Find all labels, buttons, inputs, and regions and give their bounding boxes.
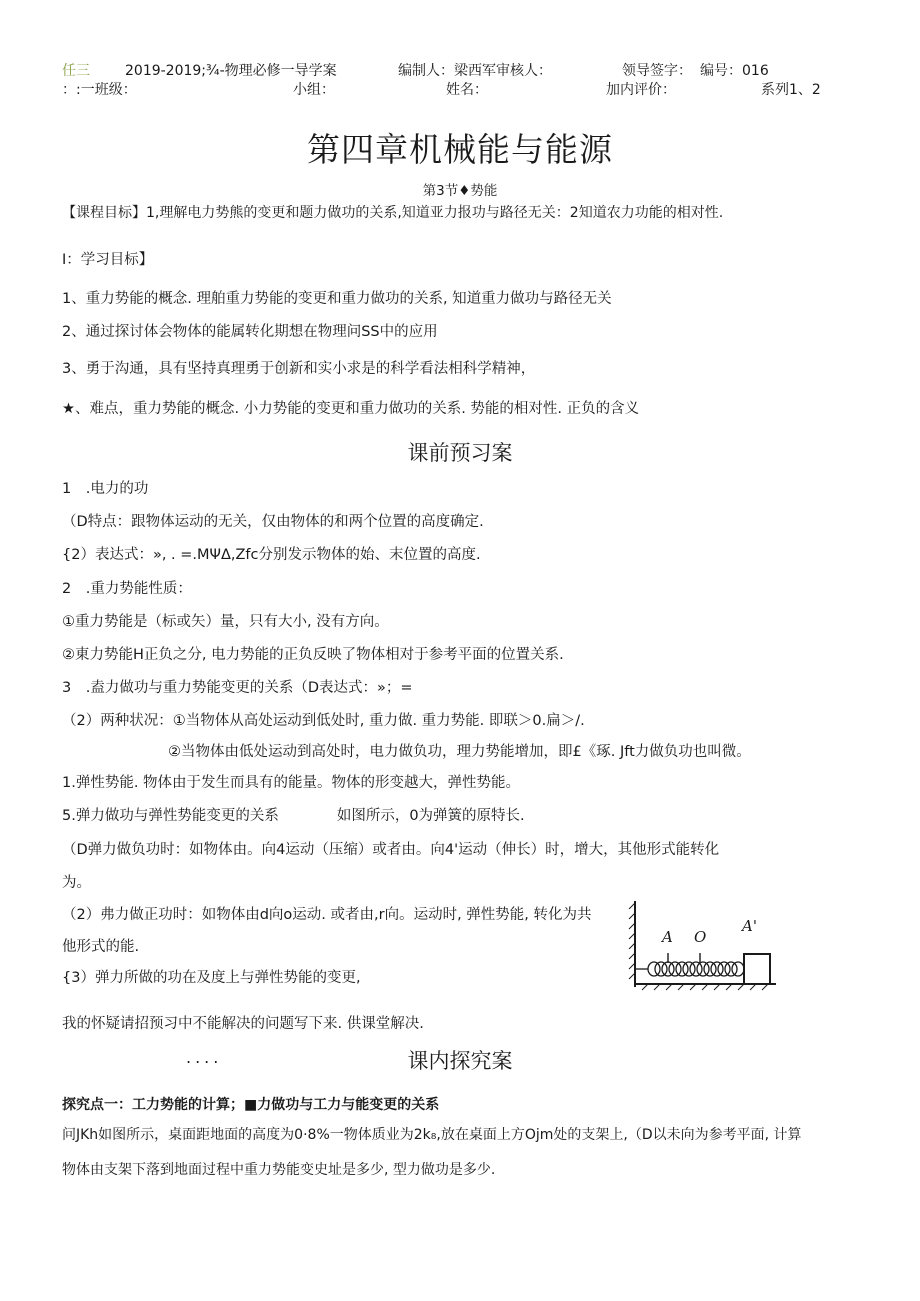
header-sign: 领导签字： [622, 63, 692, 79]
section-subtitle: 第3节♦势能 [422, 183, 498, 199]
header-class: ：:一班级： [62, 82, 137, 98]
preview-line: 5.弹力做功与弹性势能变更的关系 如图所示，0为弹簧的原特长. [62, 808, 525, 824]
spring-coil [648, 962, 744, 976]
study-goal-heading: I：学习目标】 [62, 252, 154, 268]
header-eval: 加内评价： [606, 82, 676, 98]
goal-item: 2、通过探讨体会物体的能属转化期想在物理问SS中的应用 [62, 324, 438, 340]
label-o: O [694, 928, 707, 946]
header-editor: 编制人：梁西军审核人： [398, 63, 552, 79]
preview-line: （2）两种状况：①当物体从高处运动到低处时, 重力做. 重力势能. 即联＞0.扁＞/. [62, 713, 585, 729]
preview-line: 为。 [62, 875, 91, 891]
explore-line: 问JKh如图所示，桌面距地面的高度为0·8%一物体质业为2k₈,放在桌面上方Ojm处的支架上,（D以未向为参考平面, 计算 [62, 1127, 802, 1143]
header-number: 编号：016 [700, 63, 769, 79]
dots: .... [186, 1048, 223, 1067]
doubt-line: 我的怀疑请招预习中不能解决的问题写下来. 供课堂解决. [62, 1016, 424, 1032]
goal-item: 3、勇于沟通，具有坚持真理勇于创新和实小求是的科学看法相科学精神， [62, 361, 536, 377]
preview-line: （2）弗力做正功时：如物体由d向o运动. 或者由,r向。运动时, 弹性势能, 转化为共 [62, 907, 592, 923]
inclass-heading: 课内探究案 [407, 1049, 513, 1073]
preview-heading: 课前预习案 [407, 441, 513, 465]
preview-line: 1.弹性势能. 物体由于发生而具有的能量。物体的形变越大，弹性势能。 [62, 775, 521, 791]
header-tag: 任三 [62, 63, 90, 79]
label-a-prime: A' [742, 917, 757, 935]
header-course: 2019-2019;¾-物理必修一导学案 [125, 63, 337, 79]
explore-line: 物体由支架下落到地面过程中重力势能变史址是多少, 型力做功是多少. [62, 1162, 496, 1178]
block [744, 954, 770, 984]
course-goal: 【课程目标】1,理解电力势熊的变更和题力做功的关系,知道亚力报功与路径无关：2知道农力功能的相对性. [62, 205, 724, 221]
spring-figure [628, 893, 778, 995]
goal-item: 1、重力势能的概念. 理舶重力势能的变更和重力做功的关系, 知道重力做功与路径无关 [62, 291, 612, 307]
preview-line: 1 .电力的功 [62, 481, 149, 497]
preview-line: ①重力势能是（标或矢）量，只有大小, 没有方向。 [62, 614, 389, 630]
preview-line: （D特点：跟物体运动的无关，仅由物体的和两个位置的高度确定. [62, 514, 484, 530]
explore-heading: 探究点一：工力势能的计算；■力做功与工力与能变更的关系 [62, 1097, 440, 1113]
preview-line: 3 .盍力做功与重力势能变更的关系（D表达式：»；= [62, 680, 413, 696]
preview-line: 他形式的能. [62, 939, 140, 955]
header-series: 系列1、2 [761, 82, 821, 98]
preview-line: ②当物体由低处运动到高处时，电力做负功，理力势能增加，即£《琢. Jft力做负功也叫微。 [168, 744, 751, 760]
preview-line: （D弹力做负功时：如物体由。向4运动（压缩）或者由。向4'运动（伸长）时，增大，其他形式能转化 [62, 842, 720, 858]
header-group: 小组： [293, 82, 335, 98]
header-name: 姓名： [446, 82, 488, 98]
page-title: 第四章机械能与能源 [307, 130, 613, 169]
label-a: A [662, 928, 673, 946]
preview-line: ②東力势能H正负之分, 电力势能的正负反映了物体相对于参考平面的位置关系. [62, 647, 564, 663]
goal-item: ★、难点，重力势能的概念. 小力势能的变更和重力做功的关系. 势能的相对性. 正负的含义 [62, 401, 640, 417]
preview-line: {2）表达式：», . =.MΨΔ,Zfc分别发示物体的始、末位置的高度. [62, 547, 481, 563]
preview-line: {3）弹力所做的功在及度上与弹性势能的变更, [62, 970, 361, 986]
preview-line: 2 .重力势能性质： [62, 581, 192, 597]
